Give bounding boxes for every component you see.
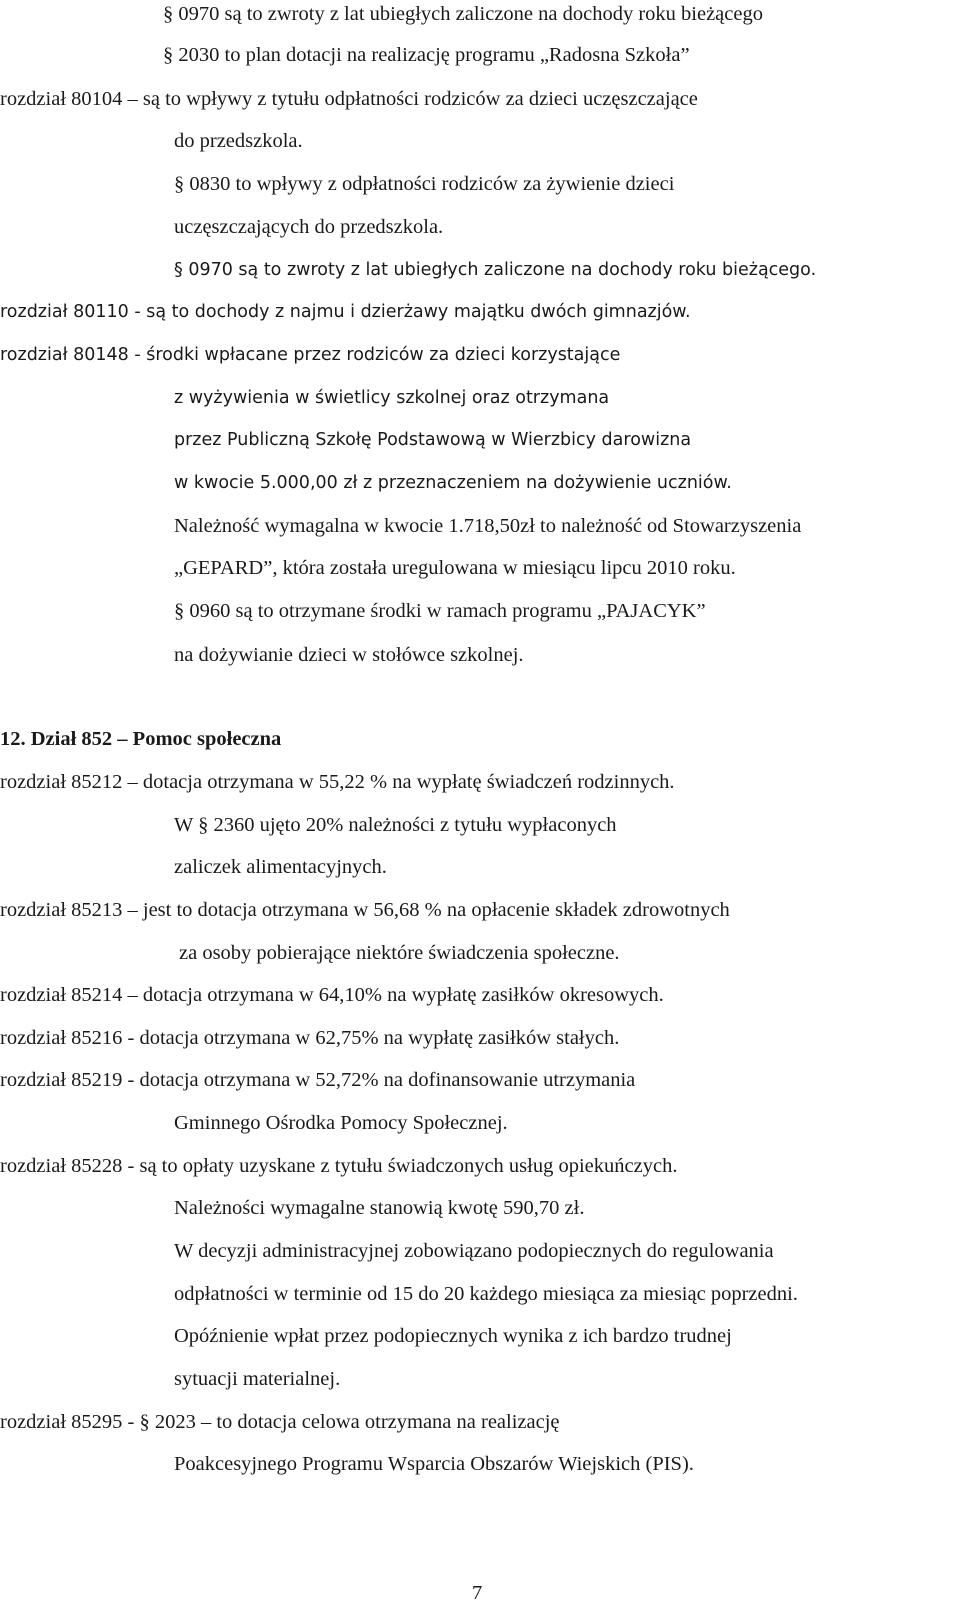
text-line: § 2030 to plan dotacji na realizację programu „Radosna Szkoła” <box>163 44 690 66</box>
text-line: rozdział 80110 - są to dochody z najmu i dzierżawy majątku dwóch gimnazjów. <box>0 302 691 322</box>
text-line: § 0970 są to zwroty z lat ubiegłych zaliczone na dochody roku bieżącego. <box>174 260 817 280</box>
text-line: do przedszkola. <box>174 130 303 152</box>
text-line: przez Publiczną Szkołę Podstawową w Wierzbicy darowizna <box>174 430 692 450</box>
text-line: rozdział 80148 - środki wpłacane przez rodziców za dzieci korzystające <box>0 345 621 365</box>
text-line: rozdział 85228 - są to opłaty uzyskane z tytułu świadczonych usług opiekuńczych. <box>0 1155 678 1177</box>
text-line: Opóźnienie wpłat przez podopiecznych wynika z ich bardzo trudnej <box>174 1325 732 1347</box>
text-line: § 0960 są to otrzymane środki w ramach programu „PAJACYK” <box>174 600 706 622</box>
text-line: w kwocie 5.000,00 zł z przeznaczeniem na dożywienie uczniów. <box>174 473 732 493</box>
text-line: zaliczek alimentacyjnych. <box>174 856 387 878</box>
text-line: W § 2360 ujęto 20% należności z tytułu wypłaconych <box>174 814 617 836</box>
text-line: rozdział 85219 - dotacja otrzymana w 52,72% na dofinansowanie utrzymania <box>0 1069 636 1091</box>
text-line: Poakcesyjnego Programu Wsparcia Obszarów Wiejskich (PIS). <box>174 1453 694 1475</box>
text-line: rozdział 80104 – są to wpływy z tytułu odpłatności rodziców za dzieci uczęszczające <box>0 88 698 110</box>
text-line: rozdział 85295 - § 2023 – to dotacja celowa otrzymana na realizację <box>0 1411 560 1433</box>
text-line: rozdział 85212 – dotacja otrzymana w 55,22 % na wypłatę świadczeń rodzinnych. <box>0 771 675 793</box>
text-line: rozdział 85213 – jest to dotacja otrzymana w 56,68 % na opłacenie składek zdrowotnych <box>0 899 730 921</box>
text-line: rozdział 85216 - dotacja otrzymana w 62,75% na wypłatę zasiłków stałych. <box>0 1027 620 1049</box>
text-line: W decyzji administracyjnej zobowiązano podopiecznych do regulowania <box>174 1240 774 1262</box>
text-line: § 0970 są to zwroty z lat ubiegłych zaliczone na dochody roku bieżącego <box>163 3 763 25</box>
text-line: sytuacji materialnej. <box>174 1368 341 1390</box>
section-heading: 12. Dział 852 – Pomoc społeczna <box>0 728 282 750</box>
text-line: Należności wymagalne stanowią kwotę 590,70 zł. <box>174 1197 585 1219</box>
text-line: Gminnego Ośrodka Pomocy Społecznej. <box>174 1112 508 1134</box>
text-line: na dożywianie dzieci w stołówce szkolnej. <box>174 644 524 666</box>
text-line: rozdział 85214 – dotacja otrzymana w 64,10% na wypłatę zasiłków okresowych. <box>0 984 664 1006</box>
text-line: § 0830 to wpływy z odpłatności rodziców za żywienie dzieci <box>174 173 675 195</box>
text-line: Należność wymagalna w kwocie 1.718,50zł to należność od Stowarzyszenia <box>174 515 802 537</box>
text-line: z wyżywienia w świetlicy szkolnej oraz otrzymana <box>174 388 610 408</box>
text-line: uczęszczających do przedszkola. <box>174 216 444 238</box>
text-line: odpłatności w terminie od 15 do 20 każdego miesiąca za miesiąc poprzedni. <box>174 1283 798 1305</box>
page-number: 7 <box>472 1582 483 1604</box>
text-line: za osoby pobierające niektóre świadczenia społeczne. <box>179 942 620 964</box>
text-line: „GEPARD”, która została uregulowana w miesiącu lipcu 2010 roku. <box>174 557 736 579</box>
